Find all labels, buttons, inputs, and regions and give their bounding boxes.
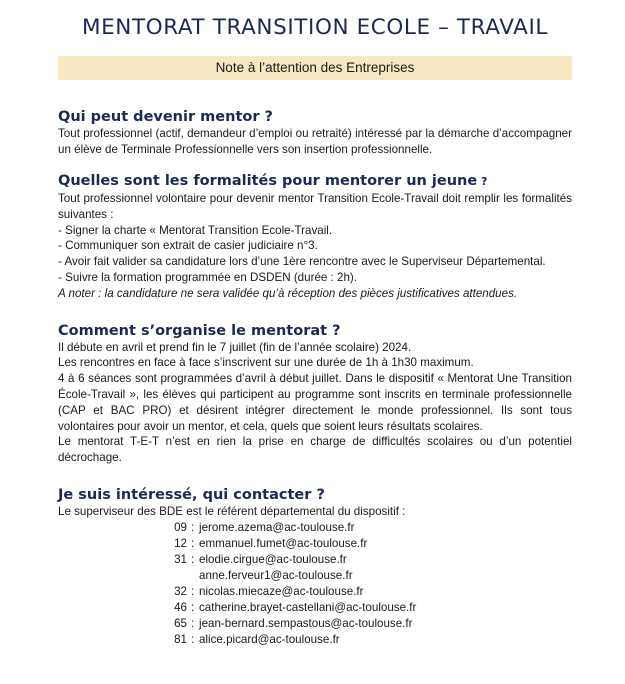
section-heading-formalities-text: Quelles sont les formalités pour mentorer un jeune [58, 172, 478, 189]
contact-row [58, 584, 572, 600]
section-formalities [58, 172, 572, 302]
contact-email-link[interactable]: catherine.brayet-castellani@ac-toulouse.fr [199, 600, 417, 614]
contact-row [58, 600, 572, 616]
section-heading-formalities-q: ? [477, 174, 488, 188]
section-contact [58, 486, 572, 648]
contact-row [58, 616, 572, 632]
formalities-note: A noter : la candidature ne sera validée qu’à réception des pièces justificatives attendues. [58, 286, 518, 300]
separator: : [191, 520, 195, 534]
contact-row [58, 536, 572, 552]
organisation-line-3: 4 à 6 séances sont programmées d’avril à début juillet. Dans le dispositif « Mentorat Une Transition École-Travail », les élèves qui participent au programme sont inscrits en terminale professionnelle (CAP et BAC PRO) et désirent intégrer directement le monde professionnel. Ils sont tous volontaires pour avoir un mentor, et cela, quels que soient leurs résultats scolaires. [58, 372, 572, 433]
separator: : [191, 552, 195, 566]
department-code: 46 [174, 600, 187, 614]
separator: : [191, 584, 195, 598]
subtitle-band: Note à l’attention des Entreprises [58, 56, 572, 80]
formalities-item-3: - Avoir fait valider sa candidature lors d’une 1ère rencontre avec le Superviseur Départemental. [58, 255, 546, 269]
contact-email-link[interactable]: nicolas.miecaze@ac-toulouse.fr [199, 584, 364, 598]
formalities-item-4: - Suivre la formation programmée en DSDEN (durée : 2h). [58, 270, 357, 284]
organisation-line-2: Les rencontres en face à face s’inscrivent sur une durée de 1h à 1h30 maximum. [58, 356, 474, 370]
contact-email-link[interactable]: elodie.cirgue@ac-toulouse.fr [199, 552, 347, 566]
department-code: 12 [174, 536, 187, 550]
department-code: 31 [174, 552, 187, 566]
separator: : [191, 600, 195, 614]
contact-row [58, 520, 572, 536]
contact-list [58, 520, 572, 648]
contact-email-link[interactable]: jean-bernard.sempastous@ac-toulouse.fr [199, 616, 413, 630]
section-heading-who: Qui peut devenir mentor ? [58, 109, 273, 126]
department-code [58, 568, 191, 584]
contact-row [58, 552, 572, 568]
section-heading-contact: Je suis intéressé, qui contacter ? [58, 486, 325, 503]
formalities-item-1: - Signer la charte « Mentorat Transition Ecole-Travail. [58, 223, 333, 237]
separator: : [191, 632, 195, 646]
department-code: 09 [174, 520, 187, 534]
separator: : [191, 536, 195, 550]
organisation-line-1: Il débute en avril et prend fin le 7 juillet (fin de l’année scolaire) 2024. [58, 340, 412, 354]
contact-email-link[interactable]: anne.ferveur1@ac-toulouse.fr [199, 568, 353, 582]
section-organisation [58, 322, 572, 466]
department-code: 32 [174, 584, 187, 598]
contact-email-link[interactable]: emmanuel.fumet@ac-toulouse.fr [199, 536, 368, 550]
section-heading-organisation: Comment s’organise le mentorat ? [58, 322, 341, 339]
separator [191, 568, 199, 584]
document-page [58, 0, 572, 648]
contact-email-link[interactable]: alice.picard@ac-toulouse.fr [199, 632, 340, 646]
organisation-line-4: Le mentorat T-E-T n’est en rien la prise en charge de difficultés scolaires ou d’un potentiel décrochage. [58, 435, 572, 465]
contact-row [58, 568, 572, 584]
contact-intro: Le superviseur des BDE est le référent départemental du dispositif : [58, 504, 406, 518]
formalities-item-2: - Communiquer son extrait de casier judiciaire n°3. [58, 239, 318, 253]
page-title: MENTORAT TRANSITION ECOLE – TRAVAIL [81, 15, 549, 40]
contact-row [58, 632, 572, 648]
department-code: 65 [174, 616, 187, 630]
section-body-who: Tout professionnel (actif, demandeur d’emploi ou retraité) intéressé par la démarche d’accompagner un élève de Terminale Professionnelle vers son insertion professionnelle. [58, 127, 572, 157]
section-heading-formalities [58, 172, 572, 191]
contact-email-link[interactable]: jerome.azema@ac-toulouse.fr [199, 520, 355, 534]
formalities-intro: Tout professionnel volontaire pour devenir mentor Transition Ecole-Travail doit remplir les formalités suivantes : [58, 191, 572, 221]
department-code: 81 [174, 632, 187, 646]
separator: : [191, 616, 195, 630]
section-who-can-mentor [58, 108, 572, 158]
